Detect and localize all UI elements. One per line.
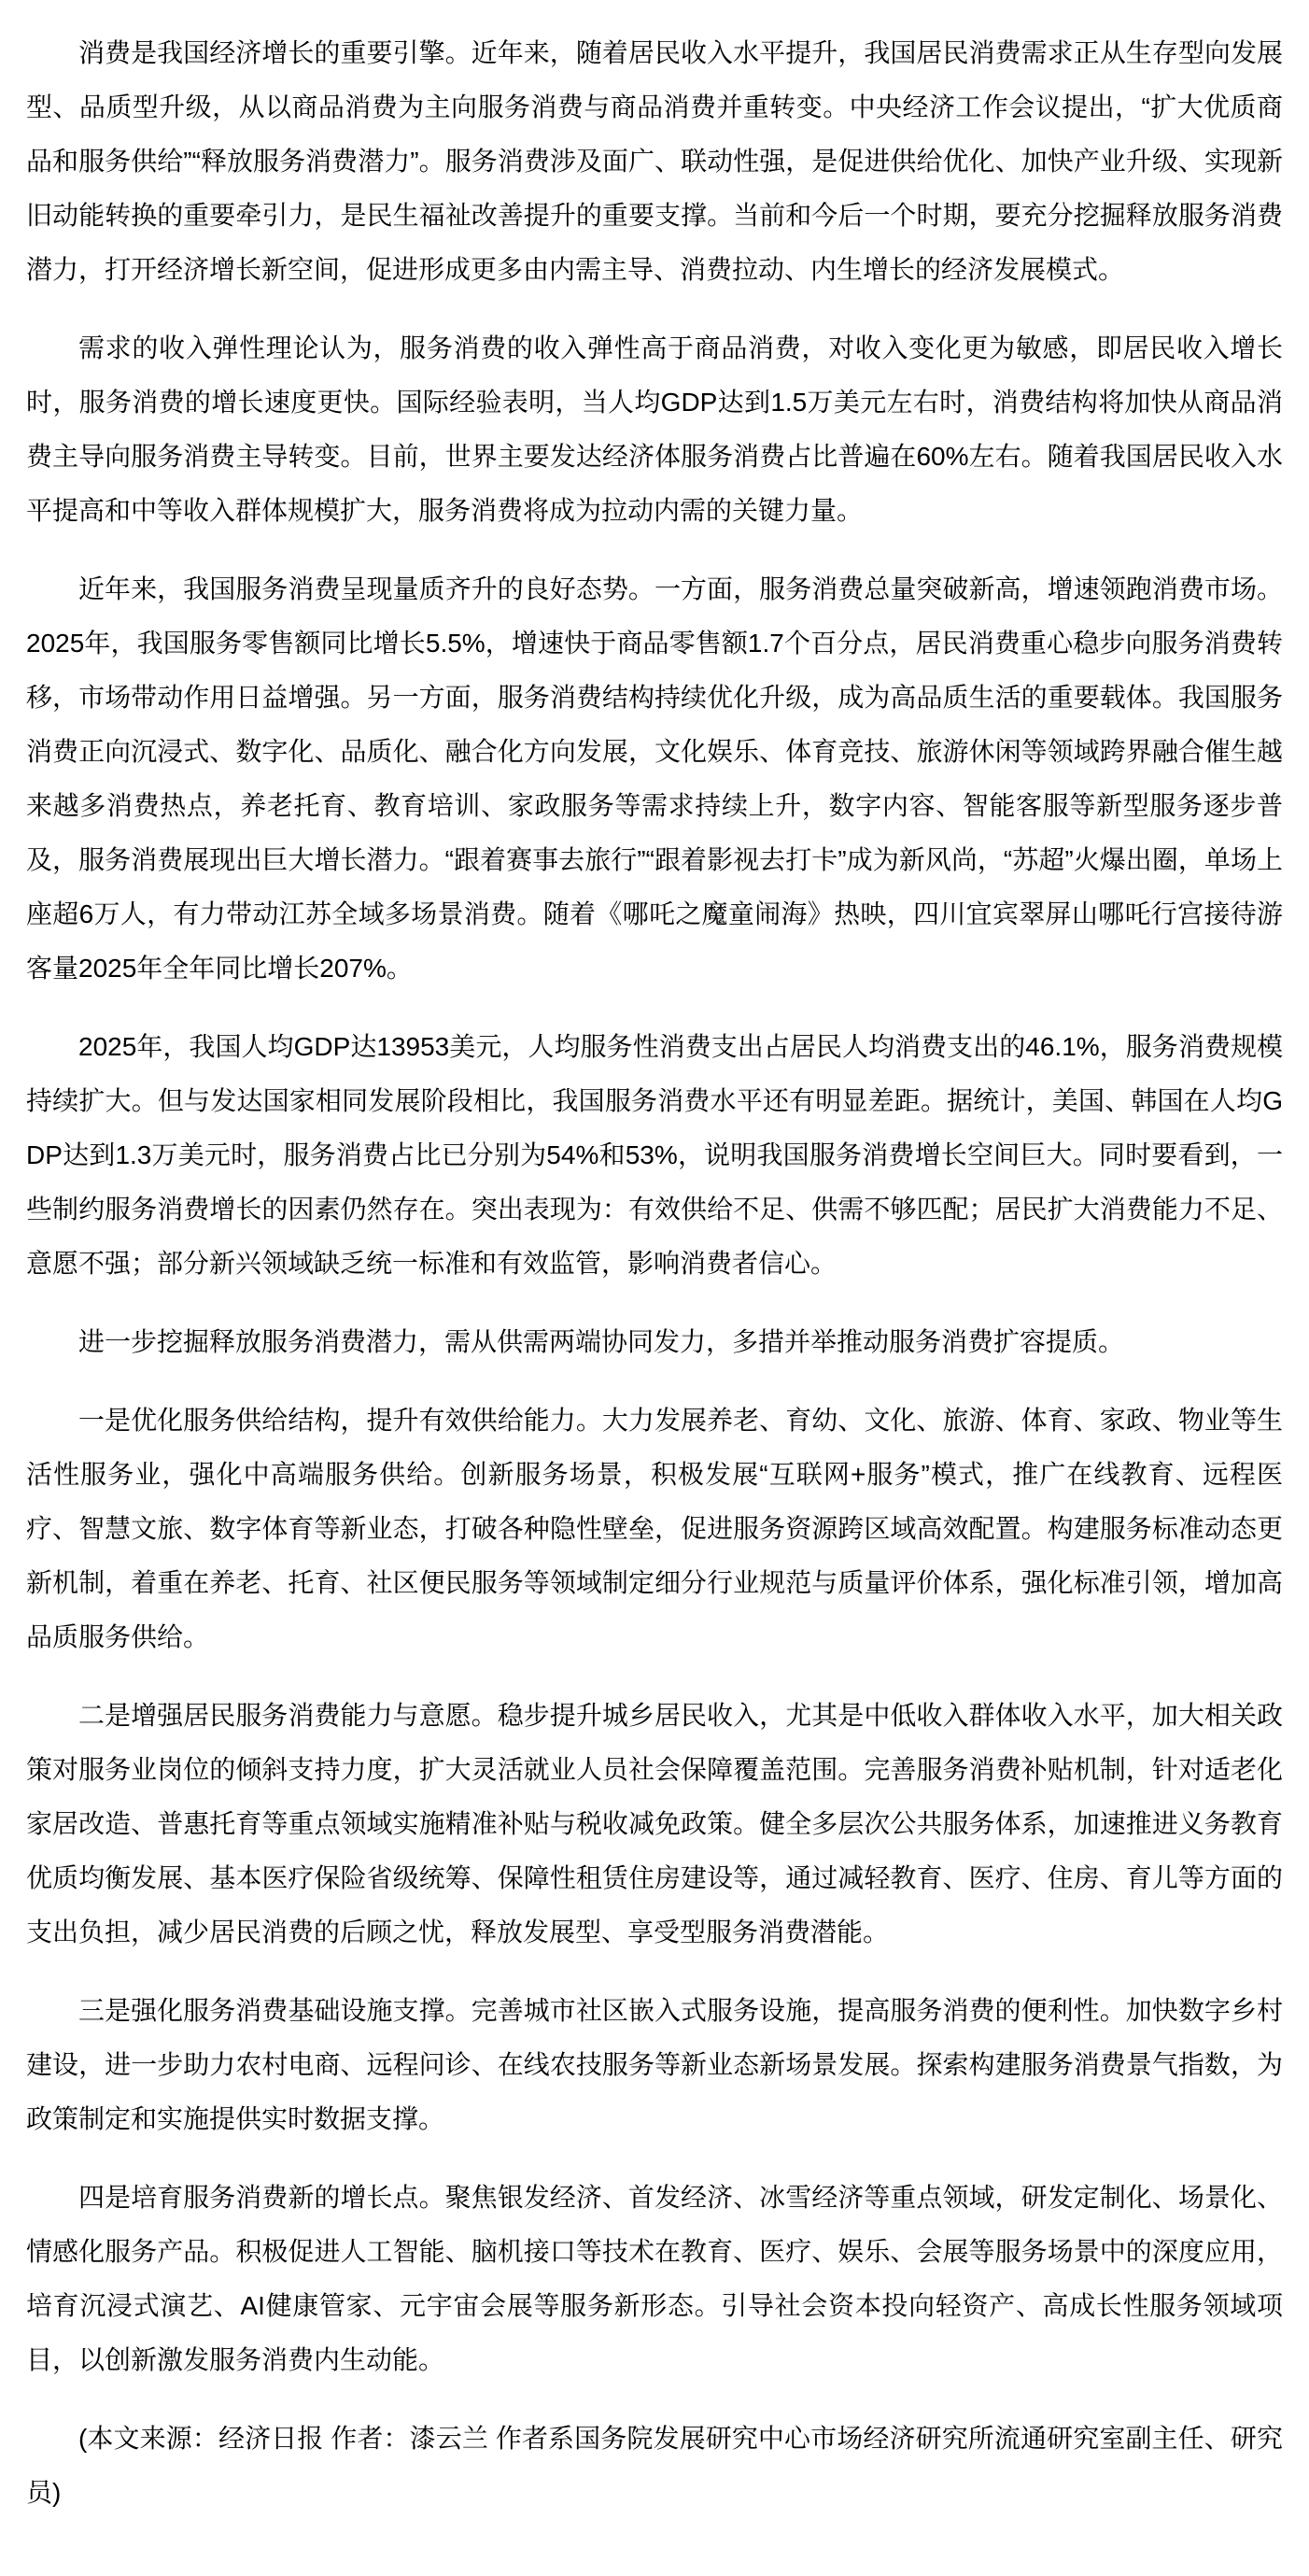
paragraph-recent-trends: 近年来，我国服务消费呈现量质齐升的良好态势。一方面，服务消费总量突破新高，增速领跑消费市场。2025年，我国服务零售额同比增长5.5%，增速快于商品零售额1.7个百分点，居民消费重心稳步向服务消费转移，市场带动作用日益增强。另一方面，服务消费结构持续优化升级，成为高品质生活的重要载体。我国服务消费正向沉浸式、数字化、品质化、融合化方向发展，文化娱乐、体育竞技、旅游休闲等领域跨界融合催生越来越多消费热点，养老托育、教育培训、家政服务等需求持续上升，数字内容、智能客服等新型服务逐步普及，服务消费展现出巨大增长潜力。“跟着赛事去旅行”“跟着影视去打卡”成为新风尚，“苏超”火爆出圈，单场上座超6万人，有力带动江苏全域多场景消费。随着《哪吒之魔童闹海》热映，四川宜宾翠屏山哪吒行宫接待游客量2025年全年同比增长207%。 [26,574,1283,983]
paragraph-gdp-comparison: 2025年，我国人均GDP达13953美元，人均服务性消费支出占居民人均消费支出的46.1%，服务消费规模持续扩大。但与发达国家相同发展阶段相比，我国服务消费水平还有明显差距。据统计，美国、韩国在人均GDP达到1.3万美元时，服务消费占比已分别为54%和53%，说明我国服务消费增长空间巨大。同时要看到，一些制约服务消费增长的因素仍然存在。突出表现为：有效供给不足、供需不够匹配；居民扩大消费能力不足、意愿不强；部分新兴领域缺乏统一标准和有效监管，影响消费者信心。 [26,1032,1283,1278]
paragraph-measure-one: 一是优化服务供给结构，提升有效供给能力。大力发展养老、育幼、文化、旅游、体育、家政、物业等生活性服务业，强化中高端服务供给。创新服务场景，积极发展“互联网+服务”模式，推广在线教育、远程医疗、智慧文旅、数字体育等新业态，打破各种隐性壁垒，促进服务资源跨区域高效配置。构建服务标准动态更新机制，着重在养老、托育、社区便民服务等领域制定细分行业规范与质量评价体系，强化标准引领，增加高品质服务供给。 [26,1406,1283,1651]
paragraph-transition: 进一步挖掘释放服务消费潜力，需从供需两端协同发力，多措并举推动服务消费扩容提质。 [78,1327,1125,1356]
paragraph-measure-four: 四是培育服务消费新的增长点。聚焦银发经济、首发经济、冰雪经济等重点领域，研发定制化、场景化、情感化服务产品。积极促进人工智能、脑机接口等技术在教育、医疗、娱乐、会展等服务场景中的深度应用，培育沉浸式演艺、AI健康管家、元宇宙会展等服务新形态。引导社会资本投向轻资产、高成长性服务领域项目，以创新激发服务消费内生动能。 [26,2183,1283,2374]
paragraph-measure-three: 三是强化服务消费基础设施支撑。完善城市社区嵌入式服务设施，提高服务消费的便利性。加快数字乡村建设，进一步助力农村电商、远程问诊、在线农技服务等新业态新场景发展。探索构建服务消费景气指数，为政策制定和实施提供实时数据支撑。 [26,1996,1283,2133]
paragraph-intro: 消费是我国经济增长的重要引擎。近年来，随着居民收入水平提升，我国居民消费需求正从生存型向发展型、品质型升级，从以商品消费为主向服务消费与商品消费并重转变。中央经济工作会议提出，“扩大优质商品和服务供给”“释放服务消费潜力”。服务消费涉及面广、联动性强，是促进供给优化、加快产业升级、实现新旧动能转换的重要牵引力，是民生福祉改善提升的重要支撑。当前和今后一个时期，要充分挖掘释放服务消费潜力，打开经济增长新空间，促进形成更多由内需主导、消费拉动、内生增长的经济发展模式。 [26,38,1283,284]
article-body [26,26,1283,2520]
paragraph-measure-two: 二是增强居民服务消费能力与意愿。稳步提升城乡居民收入，尤其是中低收入群体收入水平，加大相关政策对服务业岗位的倾斜支持力度，扩大灵活就业人员社会保障覆盖范围。完善服务消费补贴机制，针对适老化家居改造、普惠托育等重点领域实施精准补贴与税收减免政策。健全多层次公共服务体系，加速推进义务教育优质均衡发展、基本医疗保险省级统筹、保障性租赁住房建设等，通过减轻教育、医疗、住房、育儿等方面的支出负担，减少居民消费的后顾之忧，释放发展型、享受型服务消费潜能。 [26,1701,1283,1946]
paragraph-income-elasticity: 需求的收入弹性理论认为，服务消费的收入弹性高于商品消费，对收入变化更为敏感，即居民收入增长时，服务消费的增长速度更快。国际经验表明，当人均GDP达到1.5万美元左右时，消费结构将加快从商品消费主导向服务消费主导转变。目前，世界主要发达经济体服务消费占比普遍在60%左右。随着我国居民收入水平提高和中等收入群体规模扩大，服务消费将成为拉动内需的关键力量。 [26,333,1283,525]
paragraph-source-attribution: (本文来源：经济日报 作者：漆云兰 作者系国务院发展研究中心市场经济研究所流通研究室副主任、研究员) [26,2424,1283,2507]
